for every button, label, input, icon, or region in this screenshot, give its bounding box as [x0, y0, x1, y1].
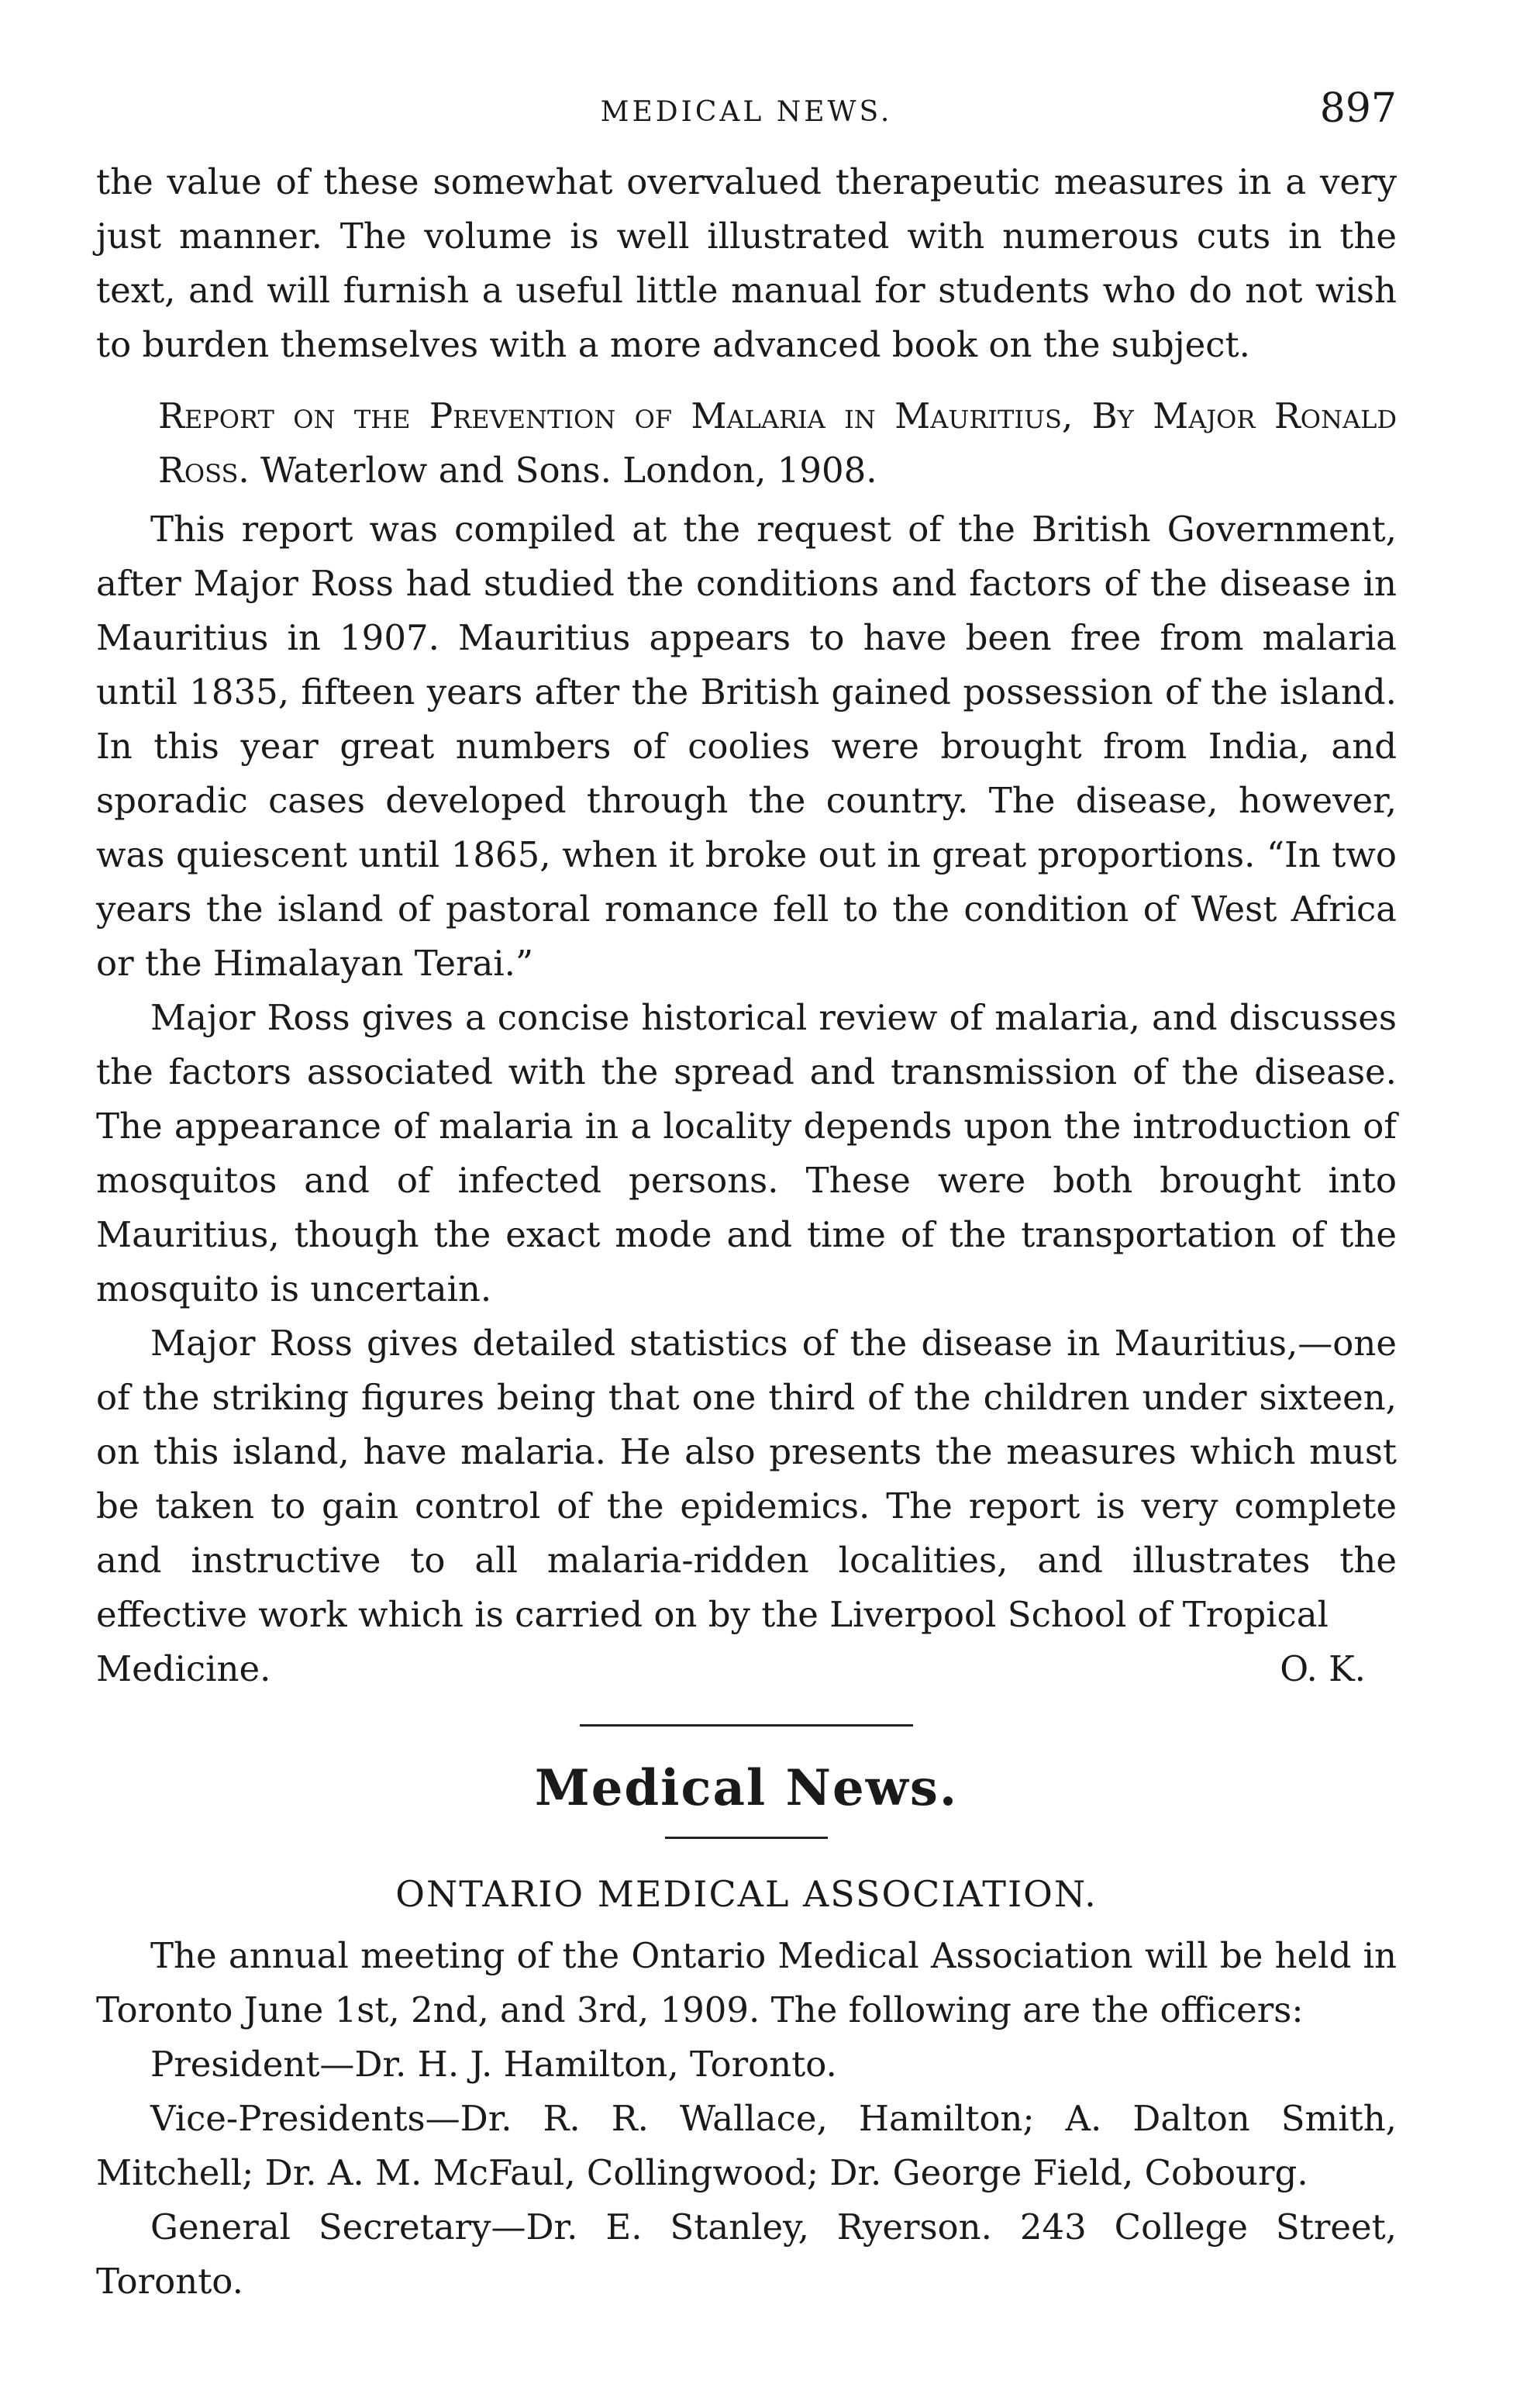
review-signature-line — [96, 1642, 1397, 1696]
review-paragraph: Major Ross gives a concise historical review of malaria, and discusses the factors associated with the spread and transmission of the disease. The appearance of malaria in a locality depends upon the introduction of mosquitos and of infected persons. These were both brought into Mauritius, though the exact mode and time of the transportation of the mosquito is uncertain. — [96, 997, 1397, 1309]
running-title: MEDICAL NEWS. — [600, 96, 893, 128]
review-heading — [96, 389, 1397, 498]
review-last-line: Medicine. — [96, 1648, 271, 1689]
review-paragraph: This report was compiled at the request of the British Government, after Major Ross had studied the conditions and factors of the disease in Mauritius in 1907. Mauritius appears to have been free from malaria until 1835, fifteen years after the British gained possession of the island. In this year great numbers of coolies were brought from India, and sporadic cases developed through the country. The disease, however, was quiescent until 1865, when it broke out in great proportions. “In two years the island of pastoral romance fell to the condition of West Africa or the Himalayan Terai.” — [96, 509, 1397, 984]
officer-line: General Secretary—Dr. E. Stanley, Ryerson. 243 College Street, Toronto. — [96, 2206, 1397, 2302]
review-paragraph: Major Ross gives detailed statistics of the disease in Mauritius,—one of the striking figures being that one third of the children under sixteen, on this island, have malaria. He also presents the measures which must be taken to gain control of the epidemics. The report is very complete and instructive to all malaria-ridden localities, and illustrates the effective work which is carried on by the Liverpool School of Tropical — [96, 1323, 1397, 1635]
review-heading-title: Report on the Prevention of Malaria in Mauritius, By Major Ronald Ross. — [158, 395, 1397, 491]
officer-line: Vice-Presidents—Dr. R. R. Wallace, Hamilton; A. Dalton Smith, Mitchell; Dr. A. M. McFaul, Collingwood; Dr. George Field, Cobourg. — [96, 2098, 1397, 2193]
review-signature: O. K. — [1280, 1648, 1366, 1689]
running-head — [96, 85, 1397, 140]
section-divider — [580, 1724, 913, 1727]
subsection-title: ONTARIO MEDICAL ASSOCIATION. — [395, 1873, 1098, 1915]
section-title: Medical News. — [534, 1759, 959, 1817]
page-number: 897 — [1319, 85, 1397, 132]
officer-line: President—Dr. H. J. Hamilton, Toronto. — [150, 2044, 837, 2085]
review-continuation: the value of these somewhat overvalued therapeutic measures in a very just manner. The volume is well illustrated with numerous cuts in the text, and will furnish a useful little manual for students who do not wish to burden themselves with a more advanced book on the subject. — [96, 161, 1397, 365]
section-intro: The annual meeting of the Ontario Medical Association will be held in Toronto June 1st, 2nd, and 3rd, 1909. The following are the officers: — [96, 1935, 1397, 2030]
review-heading-publisher: Waterlow and Sons. London, 1908. — [260, 450, 877, 491]
section-title-underline — [665, 1837, 828, 1839]
